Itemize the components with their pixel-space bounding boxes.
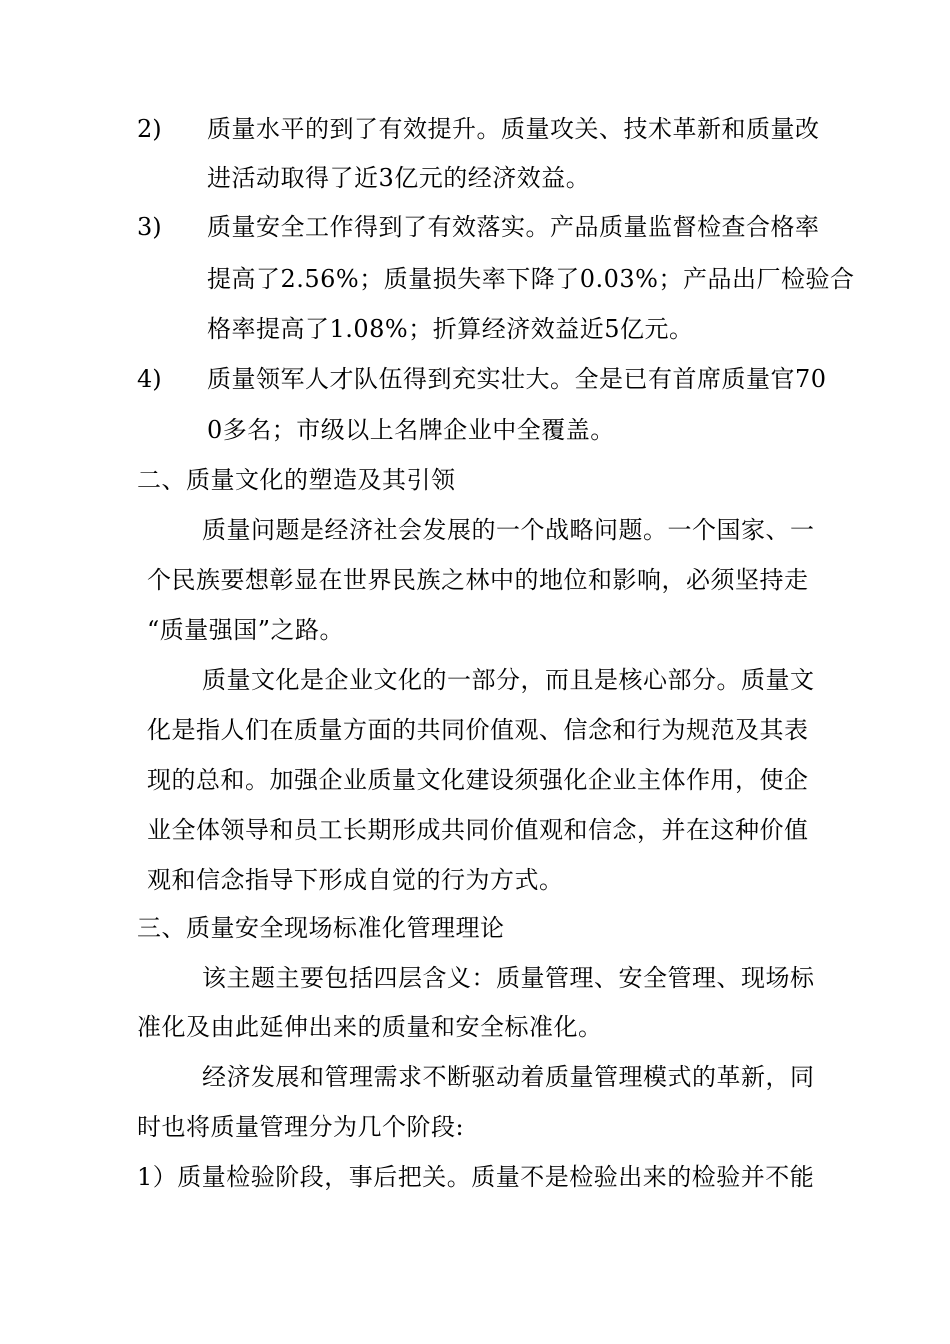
list-item-text: 格率提高了1.08%；折算经济效益近5亿元。 <box>207 315 694 343</box>
section-heading: 三、质量安全现场标准化管理理论 <box>137 914 505 942</box>
paragraph-line: 业全体领导和员工长期形成共同价值观和信念，并在这种价值 <box>147 816 809 844</box>
paragraph-line: 经济发展和管理需求不断驱动着质量管理模式的革新，同 <box>202 1063 815 1091</box>
paragraph-line: 该主题主要包括四层含义：质量管理、安全管理、现场标 <box>202 964 815 992</box>
list-item-text: 进活动取得了近3亿元的经济效益。 <box>207 164 591 192</box>
list-marker: 4) <box>137 365 162 393</box>
list-item-text: 质量水平的到了有效提升。质量攻关、技术革新和质量改 <box>207 115 820 143</box>
list-marker: 3) <box>137 213 162 241</box>
paragraph-line: 个民族要想彰显在世界民族之林中的地位和影响，必须坚持走 <box>147 566 809 594</box>
section-heading: 二、质量文化的塑造及其引领 <box>137 466 456 494</box>
list-item-text: 提高了2.56%；质量损失率下降了0.03%；产品出厂检验合 <box>207 265 855 293</box>
paragraph-line: 现的总和。加强企业质量文化建设须强化企业主体作用，使企 <box>147 766 809 794</box>
paragraph-line: 质量问题是经济社会发展的一个战略问题。一个国家、一 <box>202 516 815 544</box>
list-item-text: 质量领军人才队伍得到充实壮大。全是已有首席质量官70 <box>207 365 827 393</box>
paragraph-line: 观和信念指导下形成自觉的行为方式。 <box>147 866 564 894</box>
paragraph-line: 准化及由此延伸出来的质量和安全标准化。 <box>137 1013 603 1041</box>
list-marker: 2) <box>137 115 162 143</box>
list-item-text: 0多名；市级以上名牌企业中全覆盖。 <box>207 416 615 444</box>
paragraph-line: 时也将质量管理分为几个阶段: <box>137 1113 465 1141</box>
paragraph-line: 质量文化是企业文化的一部分，而且是核心部分。质量文 <box>202 666 815 694</box>
paragraph-line: “质量强国”之路。 <box>147 616 345 644</box>
list-item-text: 质量安全工作得到了有效落实。产品质量监督检查合格率 <box>207 213 820 241</box>
paragraph-line: 化是指人们在质量方面的共同价值观、信念和行为规范及其表 <box>147 716 809 744</box>
paragraph-line: 1）质量检验阶段，事后把关。质量不是检验出来的检验并不能 <box>137 1163 815 1191</box>
